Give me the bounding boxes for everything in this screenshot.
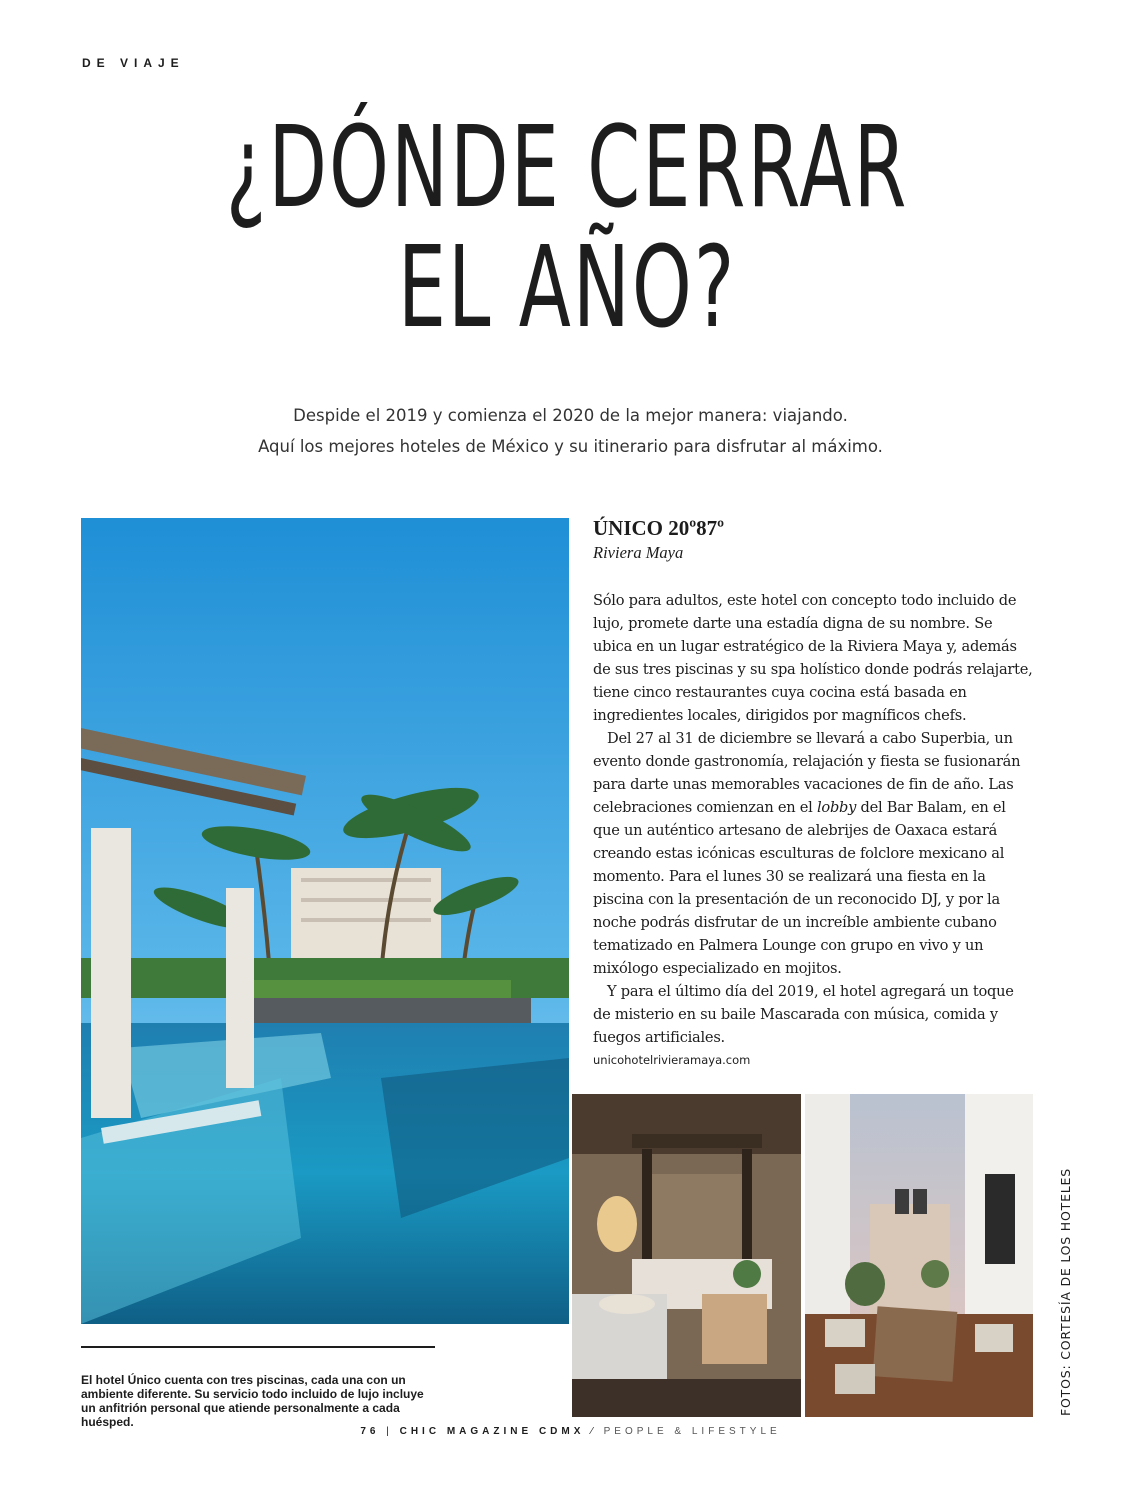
footer-slash: ⁄ [591,1426,597,1437]
headline-line-2: EL AÑO? [397,223,737,353]
photo-credit: FOTOS: CORTESÍA DE LOS HOTELES [1058,1168,1073,1416]
patio-photo-illustration [805,1094,1033,1417]
article-paragraph-2 [593,727,1033,980]
article-paragraph-2-part-b: del Bar Balam, en el que un auténtico artesano de alebrijes de Oaxaca estará creando estas icónicas esculturas de folclore mexicano al momento. Para el lunes 30 se realizará una fiesta en la piscina con la presentación de un reconocido DJ, y por la noche podrás disfrutar de un increíble ambiente cubano tematizado en Palmera Lounge con grupo en vivo y un mixólogo especializado en mojitos. [593,799,1006,977]
headline-line-1: ¿DÓNDE CERRAR [225,103,909,233]
headline [179,103,955,353]
pool-photo [81,518,569,1324]
photo-caption: El hotel Único cuenta con tres piscinas, cada una con un ambiente diferente. Su servicio todo incluido de lujo incluye un anfitrión personal que atiende personalmente a cada huésped. [81,1373,424,1429]
article-paragraph-1: Sólo para adultos, este hotel con concepto todo incluido de lujo, promete darte una estadía digna de su nombre. Se ubica en un lugar estratégico de la Riviera Maya y, además de sus tres piscinas y su spa holístico donde podrás relajarte, tiene cinco restaurantes cuya cocina está basada en ingredientes locales, dirigidos por magníficos chefs. [593,592,1033,724]
footer-separator: | [386,1426,393,1437]
article-emphasis-lobby: lobby [816,799,857,816]
page-footer [0,1426,1141,1437]
caption-rule [81,1346,435,1348]
pool-photo-illustration [81,518,569,1324]
bedroom-photo-illustration [572,1094,801,1417]
patio-photo [805,1094,1033,1417]
article-paragraph-2-part-a: Del 27 al 31 de diciembre se llevará a cabo Superbia, un evento donde gastronomía, relajación y fiesta se fusionarán para darte unas memorables vacaciones de fin de año. Las celebraciones comienzan en el [593,730,1021,816]
magazine-name: CHIC MAGAZINE CDMX [399,1426,585,1437]
magazine-tagline: PEOPLE & LIFESTYLE [603,1426,781,1437]
deck-line-2: Aquí los mejores hoteles de México y su itinerario para disfrutar al máximo. [258,437,883,456]
deck-line-1: Despide el 2019 y comienza el 2020 de la mejor manera: viajando. [293,406,848,425]
article-body [593,589,1033,1049]
page-number: 76 [360,1426,380,1437]
hotel-name: ÚNICO 20º87º [593,516,725,540]
deck [0,400,1141,462]
hotel-website[interactable]: unicohotelrivieramaya.com [593,1053,751,1067]
hotel-location: Riviera Maya [593,543,684,562]
bedroom-photo [572,1094,801,1417]
article-paragraph-3: Y para el último día del 2019, el hotel agregará un toque de misterio en su baile Mascarada con música, comida y fuegos artificiales. [593,983,1014,1046]
section-label: DE VIAJE [82,56,185,70]
